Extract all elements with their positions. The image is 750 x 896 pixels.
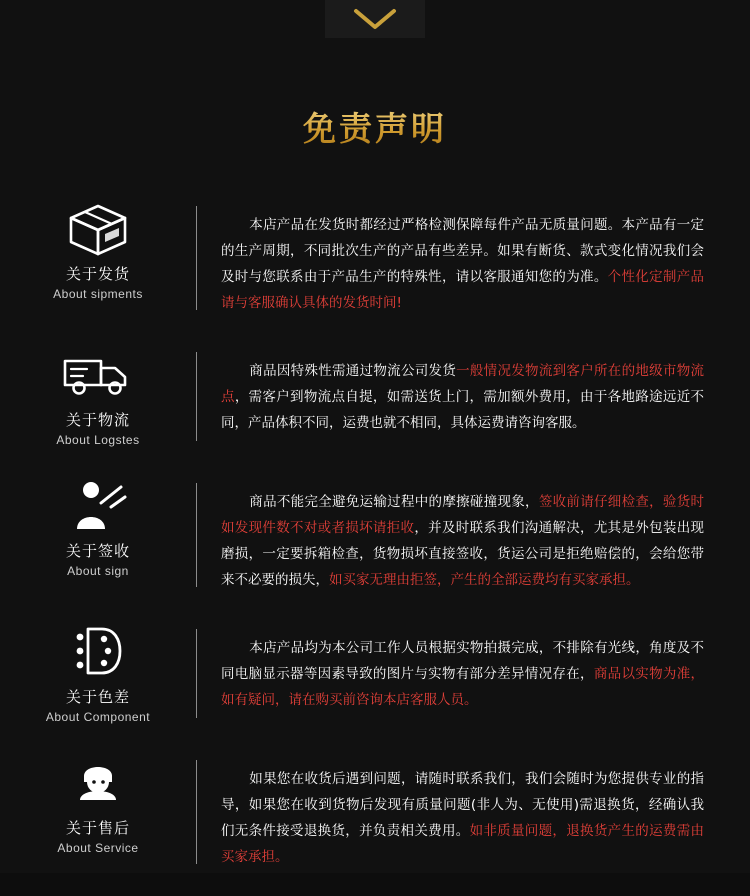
section-row [0,196,750,316]
section-text-part: ，并及时联系我们沟通解决，尤其是外包装出现磨损，一定要拆箱检查，货物损坏直接签收，货运公司是拒绝赔偿的，会给您带来不必要的损失， [221,520,705,588]
sections-list [0,196,750,896]
section-text-part-highlight: 签收前请仔细检查，验货时如发现件数不对或者损坏请拒收 [221,494,705,536]
section-cn-label: 关于售后 [65,819,130,837]
section-cn-label: 关于发货 [65,265,130,283]
section-en-label: About sign [67,564,129,578]
section-icon-column [0,750,196,855]
person-sign-icon [0,477,196,533]
section-text-part-highlight: 个性化定制产品请与客服确认具体的发货时间! [221,269,705,311]
color-swatch-icon [0,623,196,679]
section-text-part-highlight: 一般情况发物流到客户所在的地级市物流点 [221,363,705,405]
section-text-part-highlight: 如买家无理由拒签，产生的全部运费均有买家承担。 [329,572,640,588]
delivery-truck-icon [0,346,196,402]
section-en-label: About Logstes [56,433,140,447]
section-icon-column [0,473,196,578]
customer-service-icon [0,754,196,810]
section-text-part: 如果您在收货后遇到问题，请随时联系我们，我们会随时为您提供专业的指导，如果您在收到货物后发现有质量问题(非人为、无使用)需退换货，经确认我们无条件接受退换货，并负责相关费用。 [221,771,704,839]
section-text-part-highlight: 商品以实物为准，如有疑问，请在购买前咨询本店客服人员。 [221,666,705,708]
section-text [197,619,750,713]
package-box-icon [0,200,196,256]
section-text-part: 本店产品在发货时都经过严格检测保障每件产品无质量问题。本产品有一定的生产周期，不同批次生产的产品有些差异。如果有断货、款式变化情况我们会及时与您联系由于产品生产的特殊性，请以客服通知您的为准。 [221,217,704,285]
section-icon-column [0,196,196,301]
section-text-part-highlight: 如非质量问题，退换货产生的运费需由买家承担。 [221,823,705,865]
section-cn-label: 关于色差 [65,688,130,706]
section-en-label: About Component [45,710,151,724]
section-row [0,473,750,593]
chevron-tab[interactable] [325,0,425,38]
section-text [197,196,750,316]
section-row [0,619,750,724]
section-row [0,750,750,870]
section-icon-column [0,619,196,724]
section-cn-label: 关于签收 [65,542,130,560]
section-text [197,473,750,593]
section-text [197,342,750,436]
chevron-down-icon [353,7,397,31]
section-en-label: About sipments [53,287,143,301]
section-cn-label: 关于物流 [65,411,130,429]
page-title: 免责声明 [0,103,750,150]
section-text-part: ，需客户到物流点自提，如需送货上门，需加额外费用，由于各地路途远近不同，产品体积不同，运费也就不相同，具体运费请咨询客服。 [221,389,705,431]
section-icon-column [0,342,196,447]
section-text-part: 本店产品均为本公司工作人员根据实物拍摄完成，不排除有光线，角度及不同电脑显示器等因素导致的图片与实物有部分差异情况存在， [221,640,704,682]
section-text [197,750,750,870]
section-text-part: 商品因特殊性需通过物流公司发货 [249,363,457,379]
section-text-part: 商品不能完全避免运输过程中的摩擦碰撞现象， [249,494,539,510]
section-row [0,342,750,447]
section-en-label: About Service [57,841,139,855]
